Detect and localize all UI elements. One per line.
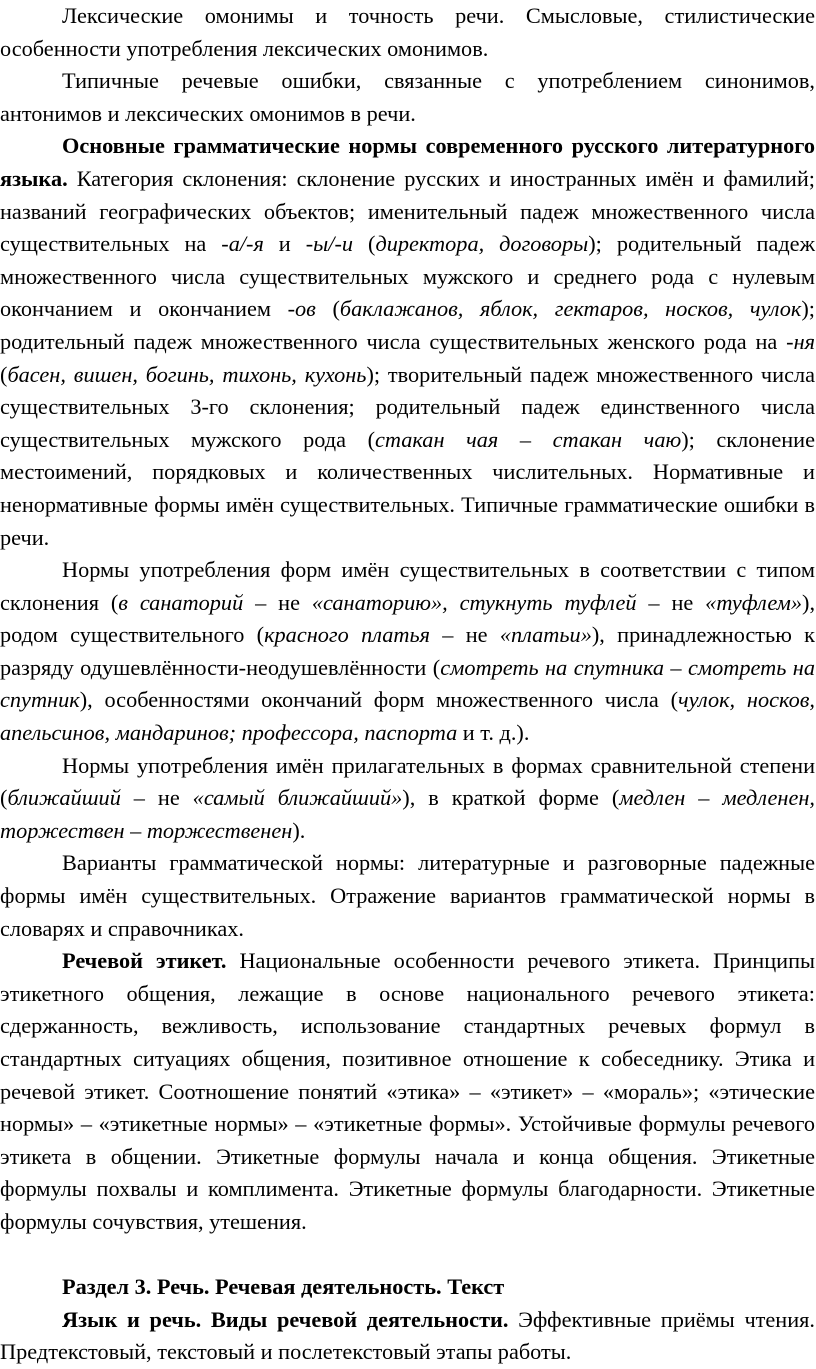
italic-text: «самый ближайший» [192, 785, 403, 811]
paragraph-p2 [0, 65, 815, 130]
paragraph-p7 [0, 945, 815, 1238]
paragraph-p9 [0, 1304, 815, 1369]
text-run: – не [636, 589, 706, 615]
text-run: – не [120, 785, 193, 811]
text-run: – не [243, 589, 312, 615]
italic-text: смотреть на спутника – смотреть на спутник [0, 654, 815, 713]
text-run: Нормы употребления форм имён существительных в соответствии с типом склонения ( [0, 557, 815, 615]
paragraph-p4 [0, 554, 815, 750]
text-run: ); творительный падеж множественного числа существительных 3-го склонения; родительный падеж единственного числа существительных мужского рода ( [0, 361, 815, 452]
italic-text: -ы/-и [305, 231, 354, 257]
text-run: Лексические омонимы и точность речи. Смысловые, стилистические особенности употребления лексических омонимов. [0, 3, 815, 61]
text-run: и т. д.). [457, 720, 530, 746]
text-run: – не [429, 622, 500, 648]
italic-text: -ня [786, 328, 815, 354]
bold-text: Язык и речь. Виды речевой деятельности. [62, 1306, 509, 1332]
paragraph-p5 [0, 750, 815, 848]
text-run: Эффективные приёмы чтения. Предтекстовый, текстовый и послетекстовый этапы работы. [0, 1306, 815, 1365]
text-run: Национальные особенности речевого этикета. Принципы этикетного общения, лежащие в основе национального речевого этикета: сдержанность, вежливость, использование стандартных речевых формул в стандартных ситуациях общения, позитивное отношение к собеседнику. Этика и речевой этикет. Соотношение понятий «этика» – «этикет» – «мораль»; «этические нормы» – «этикетные нормы» – «этикетные формы». Устойчивые формулы речевого этикета в общении. Этикетные формулы начала и конца общения. Этикетные формулы похвалы и комплимента. Этикетные формулы благодарности. Этикетные формулы сочувствия, утешения. [0, 948, 815, 1234]
italic-text: ближайший [7, 785, 121, 811]
blank-line [0, 1239, 815, 1272]
italic-text: красного платья [264, 622, 430, 648]
italic-text: баклажанов, яблок, гектаров, носков, чулок [339, 296, 802, 322]
text-run: ). [292, 817, 306, 843]
italic-text: чулок, носков, апельсинов, мандаринов; профессора, паспорта [0, 687, 815, 746]
paragraph-p1 [0, 0, 815, 65]
text-run: ( [353, 231, 376, 257]
text-run: ); родительный падеж множественного числа существительных женского рода на [0, 296, 815, 354]
italic-text: -ов [287, 296, 316, 322]
italic-text: басен, вишен, богинь, тихонь, кухонь [7, 361, 367, 387]
text-run: ); родительный падеж множественного числа существительных мужского и среднего рода с нулевым окончанием и окончанием [0, 231, 815, 322]
text-run: ), в краткой форме ( [402, 785, 620, 811]
italic-text: директора, договоры [375, 231, 589, 257]
italic-text: «платьи» [499, 622, 592, 648]
bold-text: Основные грамматические нормы современного русского литературного языка. [0, 133, 815, 191]
text-run: ), родом существительного ( [0, 589, 816, 648]
bold-text: Речевой этикет. [62, 948, 227, 974]
text-run: Категория склонения: склонение русских и иностранных имён и фамилий; названий географических объектов; именительный падеж множественного числа существительных на [0, 165, 815, 257]
text-run: ), особенностями окончаний форм множественного числа ( [79, 687, 679, 713]
text-run: Типичные речевые ошибки, связанные с употреблением синонимов, антонимов и лексических омонимов в речи. [0, 68, 815, 126]
bold-text: Раздел 3. Речь. Речевая деятельность. Текст [62, 1274, 505, 1300]
paragraph-p6 [0, 847, 815, 945]
paragraph-p3 [0, 130, 815, 554]
text-run: Варианты грамматической нормы: литературные и разговорные падежные формы имён существительных. Отражение вариантов грамматической нормы в словарях и справочниках. [0, 850, 815, 941]
italic-text: «санаторию», стукнуть туфлей [311, 589, 637, 615]
paragraph-p8 [0, 1271, 815, 1304]
italic-text: -а/-я [221, 231, 264, 257]
italic-text: стакан чая – стакан чаю [375, 426, 682, 452]
text-run: ), принадлежностью к разряду одушевлённости-неодушевлённости ( [0, 622, 816, 680]
text-run: Нормы употребления имён прилагательных в формах сравнительной степени ( [0, 752, 815, 811]
italic-text: в санаторий [118, 589, 244, 615]
italic-text: «туфлем» [705, 589, 803, 615]
text-run: ( [315, 296, 340, 322]
italic-text: медлен – медленен, торжествен – торжественен [0, 785, 815, 843]
text-run: и [263, 231, 306, 257]
text-run: ); склонение местоимений, порядковых и количественных числительных. Нормативные и ненормативные формы имён существительных. Типичные грамматические ошибки в речи. [0, 426, 815, 550]
text-run: ( [0, 361, 8, 387]
